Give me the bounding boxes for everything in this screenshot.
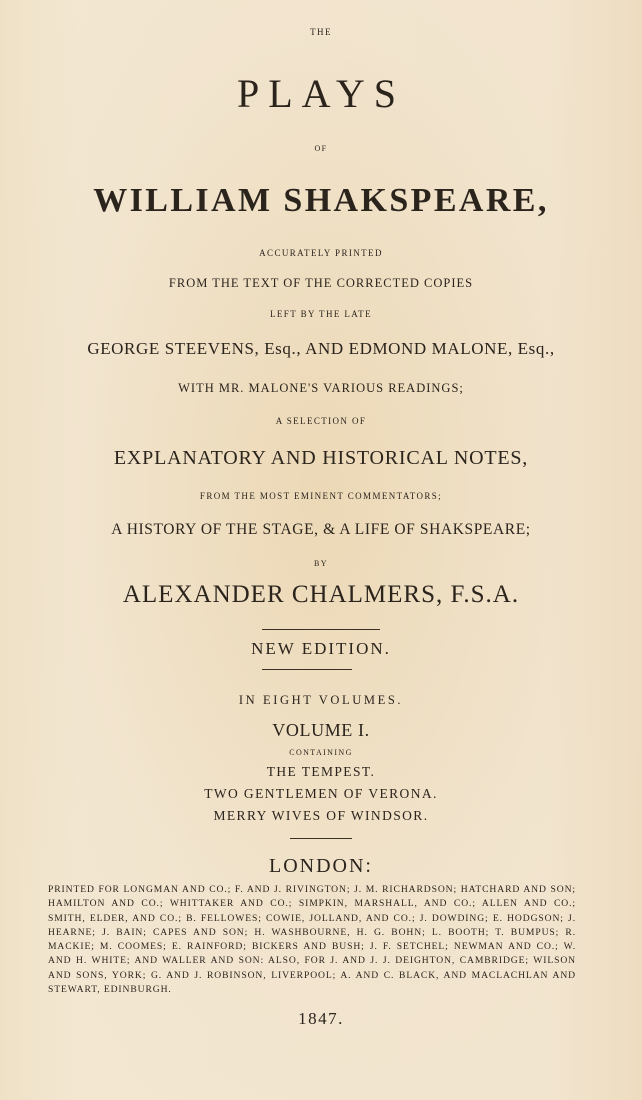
history-line: A HISTORY OF THE STAGE, & A LIFE OF SHAKSPEARE;: [111, 521, 531, 538]
selection-label: A SELECTION OF: [275, 416, 367, 426]
rule-top: [262, 629, 380, 630]
accurately-printed-label: ACCURATELY PRINTED: [259, 248, 383, 258]
containing-label: CONTAINING: [289, 748, 353, 757]
by-label: BY: [314, 559, 328, 568]
left-by-label: LEFT BY THE LATE: [270, 309, 372, 319]
rule-bottom: [262, 669, 352, 670]
readings-line: WITH MR. MALONE'S VARIOUS READINGS;: [178, 381, 464, 395]
the-label: THE: [310, 27, 332, 37]
volume-label: VOLUME I.: [272, 720, 370, 740]
commentators-label: FROM THE MOST EMINENT COMMENTATORS;: [199, 491, 443, 501]
place-label: LONDON:: [269, 855, 373, 877]
of-label: OF: [314, 144, 328, 153]
plays-title: PLAYS: [236, 71, 406, 116]
author-title: WILLIAM SHAKSPEARE,: [93, 182, 549, 219]
content-item: TWO GENTLEMEN OF VERONA.: [204, 786, 438, 801]
imprint-text: PRINTED FOR LONGMAN AND CO.; F. AND J. RIVINGTON; J. M. RICHARDSON; HATCHARD AND SON; HAMILTON AND CO.; WHITTAKER AND CO.; SIMPKIN, MARSHALL, AND CO.; ALLEN AND CO.; SMITH, ELDER, AND CO.; B. FELLOWES; COWIE, JOLLAND, AND CO.; J. DOWDING; E. HODGSON; J. HEARNE; J. BAIN; CAPES AND SON; H. WASHBOURNE, H. G. BOHN; L. BOOTH; T. BUMPUS; R. MACKIE; M. COOMES; E. RAINFORD; BICKERS AND BUSH; J. F. SETCHEL; NEWMAN AND CO.; W. AND H. WHITE; AND WALLER AND SON: ALSO, FOR J. AND J. J. DEIGHTON, CAMBRIDGE; WILSON AND SONS, YORK; G. AND J. ROBINSON, LIVERPOOL; A. AND C. BLACK, AND MACLACHLAN AND STEWART, EDINBURGH.: [48, 884, 576, 996]
editor-name: ALEXANDER CHALMERS, F.S.A.: [122, 581, 520, 608]
editors-line: GEORGE STEEVENS, Esq., AND EDMOND MALONE, Esq.,: [87, 339, 555, 358]
year-label: 1847.: [298, 1009, 344, 1028]
volumes-label: IN EIGHT VOLUMES.: [238, 693, 404, 707]
from-text-label: FROM THE TEXT OF THE CORRECTED COPIES: [168, 276, 474, 290]
edition-label: NEW EDITION.: [251, 639, 391, 658]
notes-heading: EXPLANATORY AND HISTORICAL NOTES,: [113, 447, 529, 469]
content-item: MERRY WIVES OF WINDSOR.: [213, 808, 429, 823]
rule-place: [290, 838, 352, 839]
content-item: THE TEMPEST.: [266, 764, 376, 779]
